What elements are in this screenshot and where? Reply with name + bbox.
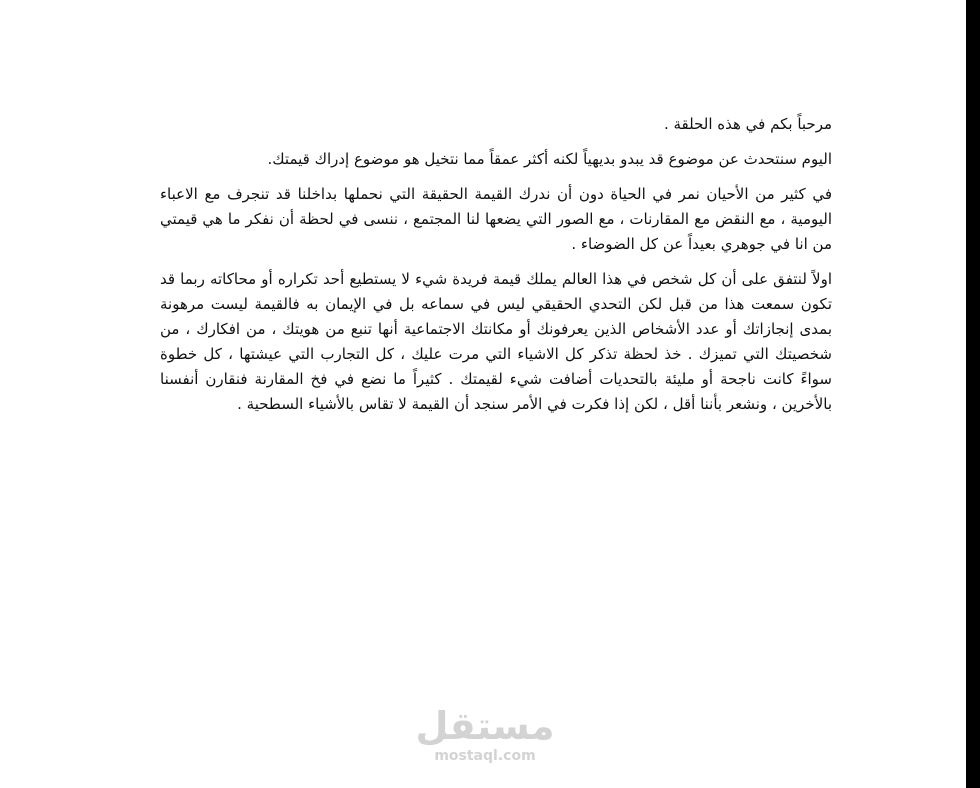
window-edge xyxy=(966,0,980,788)
document-body xyxy=(160,112,832,427)
watermark-url: mostaql.com xyxy=(434,748,536,764)
paragraph-topic: اليوم سنتحدث عن موضوع قد يبدو بديهياً لكنه أكثر عمقاً مما نتخيل هو موضوع إدراك قيمتك. xyxy=(267,150,832,168)
mostaql-watermark xyxy=(400,704,570,764)
paragraph-main: اولاً لنتفق على أن كل شخص في هذا العالم يملك قيمة فريدة شيء لا يستطيع أحد تكراره أو محاكاته ربما قد تكون سمعت هذا من قبل لكن التحدي الحقيقي ليس في سماعه بل في الإيمان به فالقيمة ليست مرهونة بمدى إنجازاتك أو عدد الأشخاص الذين يعرفونك أو مكانتك الاجتماعية أنها تنبع من هويتك ، من افكارك ، من شخصيتك التي تميزك . خذ لحظة تذكر كل الاشياء التي مرت عليك ، كل التجارب التي عيشتها ، كل خطوة سواءً كانت ناجحة أو مليئة بالتحديات أضافت شيء لقيمتك . كثيراً ما نضع في فخ المقارنة فنقارن أنفسنا بالأخرين ، ونشعر بأننا أقل ، لكن إذا فكرت في الأمر سنجد أن القيمة لا تقاس بالأشياء السطحية . xyxy=(160,270,832,413)
paragraph-greeting: مرحباً بكم في هذه الحلقة . xyxy=(663,115,832,133)
paragraph-context: في كثير من الأحيان نمر في الحياة دون أن ندرك القيمة الحقيقة التي نحملها بداخلنا قد تنجرف مع الاعباء اليومية ، مع النقض مع المقارنات ، مع الصور التي يضعها لنا المجتمع ، ننسى في لحظة أن نفكر ما هي قيمتي من انا في جوهري بعيداً عن كل الضوضاء . xyxy=(160,185,832,253)
watermark-logo: مستقل xyxy=(415,704,555,748)
